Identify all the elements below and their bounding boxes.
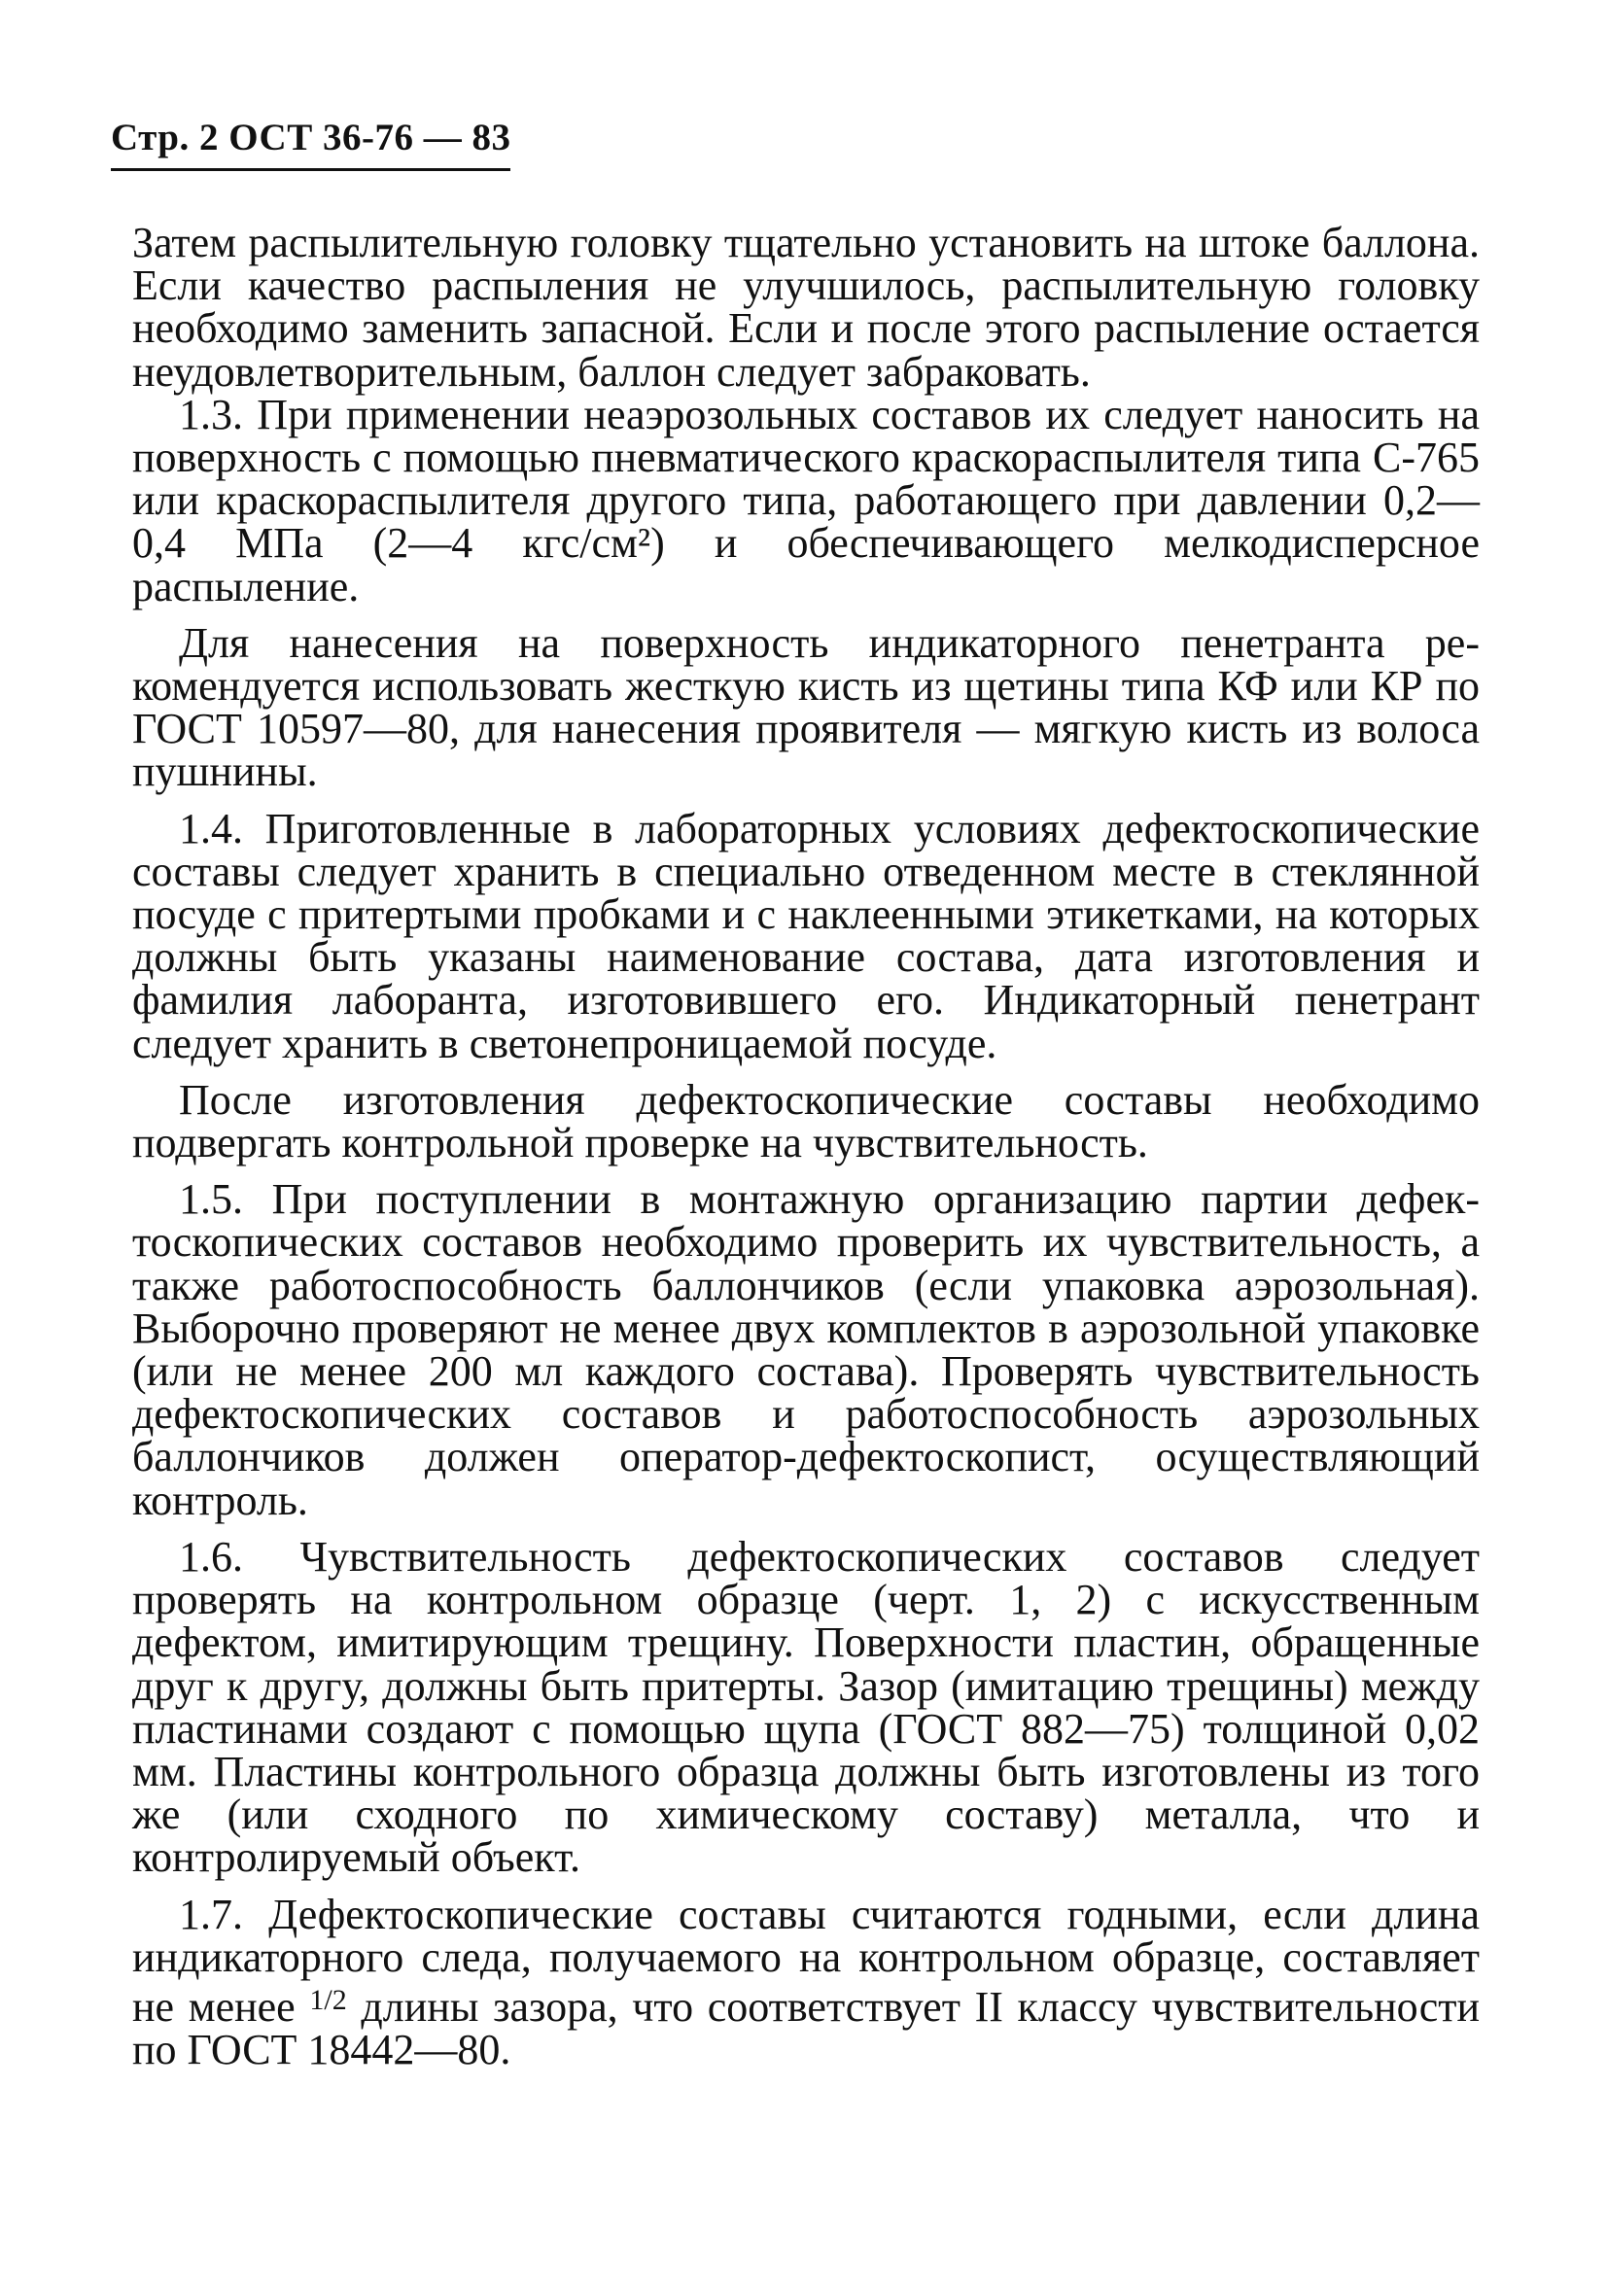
paragraph-1-7-start: 1.7. Дефектоскопические составы считаются годными, если длина индикаторного следа, получаемого на контрольном образце, составляет не менее [132,1890,1480,2031]
paragraph-1-4: 1.4. Приготовленные в лабораторных условиях дефектоскопические составы следует хранить в специально отведенном месте в стеклянной посуде с притертыми пробками и с наклеенными этикетками, на которых должны быть указаны наименование состава, дата изготовления и фамилия лаборанта, изготовившего его. Индикаторный пенетрант следует хранить в светонепроницаемой посуде. [132,804,1480,1067]
paragraph-brushes: Для нанесения на поверхность индикаторного пенетранта рекомендуется использовать жесткую кисть из щетины типа КФ или КР по ГОСТ 10597—80, для нанесения проявителя — мягкую кисть из волоса пушнины. [132,618,1480,796]
paragraph-control-check: После изготовления дефектоскопические составы необходимо подвергать контрольной проверке на чувствительность. [132,1075,1480,1167]
page-header: Стр. 2 ОСТ 36-76 — 83 [111,119,510,171]
paragraph-1-6: 1.6. Чувствительность дефектоскопических составов следует проверять на контрольном образце (черт. 1, 2) с искусственным дефектом, имитирующим трещину. Поверхности пластин, обращенные друг к другу, должны быть притерты. Зазор (имитацию трещины) между пластинами создают с помощью щупа (ГОСТ 882—75) толщиной 0,02 мм. Пластины контрольного образца должны быть изготовлены из того же (или сходного по химическому составу) металла, что и контролируемый объект. [132,1532,1480,1882]
paragraph-1-3: 1.3. При применении неаэрозольных составов их следует наносить на поверхность с помощью пневматического краскораспылителя типа С-765 или краскораспылителя другого типа, работающего при давлении 0,2—0,4 МПа (2—4 кгс/см²) и обеспечивающего мелкодисперсное распыление. [132,390,1480,610]
paragraph-1: Затем распылительную головку тщательно установить на штоке баллона. Если качество распыления не улучшилось, распылительную головку необходимо заменить запасной. Если и после этого распыление остается неудовлетворительным, баллон следует забраковать. [132,219,1480,396]
paragraph-1-5: 1.5. При поступлении в монтажную организацию партии дефектоскопических составов необходимо проверить их чувствительность, а также работоспособность баллончиков (если упаковка аэрозольная). Выборочно проверяют не менее двух комплектов в аэрозольной упаковке (или не менее 200 мл каждого состава). Проверять чувствительность дефектоскопических составов и работоспособность аэрозольных баллончиков должен оператор-дефектоскопист, осуществляющий контроль. [132,1175,1480,1524]
fraction-one-half: 1/2 [309,1983,347,2016]
body-text [132,219,1481,2074]
paragraph-1-7 [132,1890,1481,2074]
paragraph-1-7-end: длины зазора, что соответствует II классу чувствительности по ГОСТ 18442—80. [132,1982,1481,2074]
